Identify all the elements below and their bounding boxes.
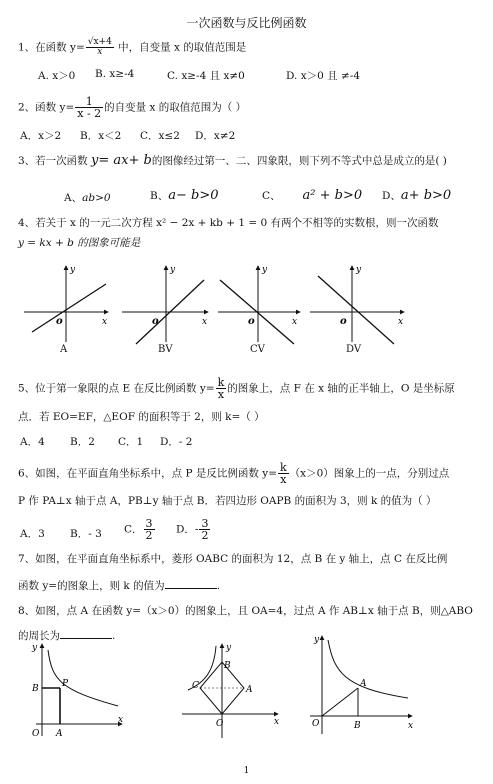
- q3-suffix: 的图像经过第一、二、四象限，则下列不等式中总是成立的是( ): [151, 155, 447, 167]
- q5-fraction: [216, 377, 227, 400]
- q8-answer-blank[interactable]: [60, 628, 112, 639]
- fig1-p: P: [62, 679, 69, 689]
- q4-c-x: x: [292, 317, 298, 327]
- question-6-line-2: P 作 PA⊥x 轴于点 A，PB⊥y 轴于点 B．若四边形 OAPB 的面积为 3，则 k 的值为（ ）: [18, 495, 437, 507]
- figure-3: [306, 632, 416, 738]
- q5-option-d[interactable]: D．- 2: [160, 436, 193, 448]
- q3-option-b-expr: a− b>0: [168, 188, 219, 203]
- q7-text: 函数 y=的图象上，则 k 的值为: [18, 580, 165, 592]
- q5-frac-den: x: [217, 388, 225, 401]
- question-5-line-2: 点．若 EO=EF，△EOF 的面积等于 2，则 k=（ ）: [18, 411, 265, 423]
- q6-prefix: 6、如图，在平面直角坐标系中，点 P 是反比例函数 y=: [18, 467, 277, 480]
- q1-frac-den: x: [97, 47, 103, 57]
- q8-text: 的周长为: [18, 630, 60, 642]
- q6-option-d[interactable]: [176, 518, 211, 541]
- fig3-o: O: [312, 719, 320, 729]
- q5-suffix: 的图象上，点 F 在 x 轴的正半轴上，O 是坐标原: [227, 382, 455, 395]
- q4-a-origin: o: [56, 316, 63, 327]
- q2-prefix: 2、函数 y=: [18, 101, 75, 114]
- q4-c-origin: o: [248, 316, 255, 327]
- q2-option-d[interactable]: D．x≠2: [195, 130, 236, 142]
- q4-a-x: x: [102, 317, 108, 327]
- q2-option-b[interactable]: B．x＜2: [80, 130, 122, 142]
- fig1-x: x: [118, 715, 124, 725]
- q4-b-x: x: [202, 317, 208, 327]
- q6-option-c[interactable]: [124, 518, 156, 541]
- page-number: 1: [243, 766, 250, 776]
- q4-label-a[interactable]: A: [60, 344, 68, 355]
- q6-frac-num: k: [280, 461, 287, 474]
- q6-option-d-label: D．-: [176, 523, 199, 536]
- q1-suffix: 中，自变量 x 的取值范围是: [114, 41, 247, 54]
- q4-b-origin: o: [152, 316, 159, 327]
- q4-d-origin: o: [340, 316, 347, 327]
- q5-option-a[interactable]: A．4: [20, 436, 45, 448]
- fig3-a: A: [360, 679, 367, 689]
- fig3-b: B: [354, 721, 361, 731]
- q6-option-c-label: C．: [124, 523, 143, 536]
- q3-option-d-label: D、: [382, 190, 401, 202]
- question-3: [18, 154, 447, 168]
- question-6-line-1: [18, 462, 449, 485]
- fig2-y: y: [226, 643, 232, 653]
- q4-c-y: y: [262, 265, 268, 275]
- fig2-a: A: [246, 685, 253, 695]
- q3-prefix: 3、若一次函数: [18, 155, 92, 167]
- q1-prefix: 1、在函数 y=: [18, 41, 85, 54]
- q4-d-x: x: [398, 317, 404, 327]
- q6-option-c-den: 2: [145, 529, 153, 542]
- q6-option-a[interactable]: A．3: [20, 528, 45, 540]
- q5-option-c[interactable]: C．1: [118, 436, 144, 448]
- figure-1: [18, 640, 126, 740]
- q2-frac-den: x - 2: [77, 107, 102, 120]
- q3-option-c-label: C、: [262, 190, 281, 202]
- q1-option-d[interactable]: D. x＞0 且 ≠-4: [286, 70, 361, 82]
- q4-graph-d[interactable]: [310, 265, 404, 344]
- q4-graph-a[interactable]: [24, 265, 108, 342]
- fig2-b: B: [224, 661, 231, 671]
- q2-frac-num: 1: [75, 96, 103, 108]
- fig1-b: B: [32, 684, 39, 694]
- question-4-line-1: 4、若关于 x 的一元二次方程 x² − 2x + kb + 1 = 0 有两个不相等的实数根，则一次函数: [18, 217, 439, 229]
- fig2-o: O: [216, 719, 224, 729]
- question-4-line-2: y = kx + b 的图象可能是: [18, 237, 141, 249]
- q1-frac-num: √x+4: [87, 37, 112, 47]
- question-8-line-1: 8、如图，点 A 在函数 y=（x＞0）的图象上，且 OA=4，过点 A 作 AB⊥x 轴于点 B，则△ABO: [18, 605, 473, 617]
- question-1: [18, 38, 246, 57]
- q1-option-b[interactable]: B. x≥-4: [95, 68, 135, 80]
- question-7-line-1: 7、如图，在平面直角坐标系中，菱形 OABC 的面积为 12，点 B 在 y 轴上，点 C 在反比例: [18, 553, 448, 565]
- q3-option-c-expr: a² + b>0: [302, 188, 363, 203]
- q3-option-a-label: A、: [64, 192, 83, 204]
- q6-option-d-fraction: [199, 518, 210, 541]
- q3-option-a-expr: ab>0: [82, 192, 111, 204]
- q5-prefix: 5、位于第一象限的点 E 在反比例函数 y=: [18, 382, 215, 395]
- q3-option-d[interactable]: [382, 188, 451, 203]
- q4-graph-b[interactable]: [122, 265, 208, 344]
- fig3-x: x: [408, 721, 414, 731]
- fig1-y: y: [32, 643, 38, 653]
- q6-fraction: [278, 462, 289, 485]
- question-2: [18, 96, 246, 119]
- q3-expression: y= ax+ b: [91, 153, 152, 168]
- q1-fraction: [86, 38, 114, 57]
- q8-end: .: [112, 630, 116, 642]
- question-7-line-2: [18, 578, 220, 593]
- q4-graph-c[interactable]: [218, 265, 300, 344]
- q4-a-y: y: [70, 265, 76, 275]
- q3-option-a[interactable]: [64, 190, 111, 205]
- q3-option-c[interactable]: [262, 188, 362, 203]
- q6-suffix: （x＞0）图象上的一点，分别过点: [289, 467, 450, 480]
- q3-option-b-label: B、: [150, 190, 169, 202]
- q6-option-b[interactable]: B．- 3: [70, 528, 102, 540]
- q4-label-b[interactable]: BV: [158, 344, 173, 355]
- fig1-o: O: [32, 729, 40, 739]
- q6-option-c-fraction: [144, 518, 155, 541]
- q2-option-c[interactable]: C．x≤2: [140, 130, 180, 142]
- q6-option-c-num: 3: [145, 517, 153, 530]
- q4-d-y: y: [356, 265, 362, 275]
- q3-option-d-expr: a+ b>0: [400, 188, 452, 203]
- q6-option-d-num: 3: [201, 517, 209, 530]
- q7-answer-blank[interactable]: [165, 578, 217, 589]
- q3-option-b[interactable]: [150, 188, 218, 203]
- q2-fraction: [75, 96, 103, 119]
- q2-suffix: 的自变量 x 的取值范围为（ ）: [104, 101, 247, 114]
- q4-label-c[interactable]: CV: [250, 344, 265, 355]
- q5-frac-num: k: [217, 376, 225, 389]
- fig2-c: C: [192, 681, 199, 691]
- q2-option-a[interactable]: A．x＞2: [20, 130, 62, 142]
- q1-option-a[interactable]: A. x＞0: [38, 70, 76, 82]
- figure-2: [178, 640, 282, 740]
- q7-end: .: [216, 580, 220, 592]
- question-5-line-1: [18, 377, 455, 400]
- fig1-a: A: [56, 729, 63, 739]
- q6-frac-den: x: [280, 473, 287, 486]
- q6-option-d-den: 2: [201, 529, 209, 542]
- q1-option-c[interactable]: C. x≥-4 且 x≠0: [167, 70, 245, 82]
- q4-label-d[interactable]: DV: [346, 344, 362, 355]
- q5-option-b[interactable]: B．2: [70, 436, 95, 448]
- q4-b-y: y: [170, 265, 176, 275]
- page-title: 一次函数与反比例函数: [186, 16, 307, 30]
- fig2-x: x: [274, 717, 280, 727]
- fig3-y: y: [314, 635, 320, 645]
